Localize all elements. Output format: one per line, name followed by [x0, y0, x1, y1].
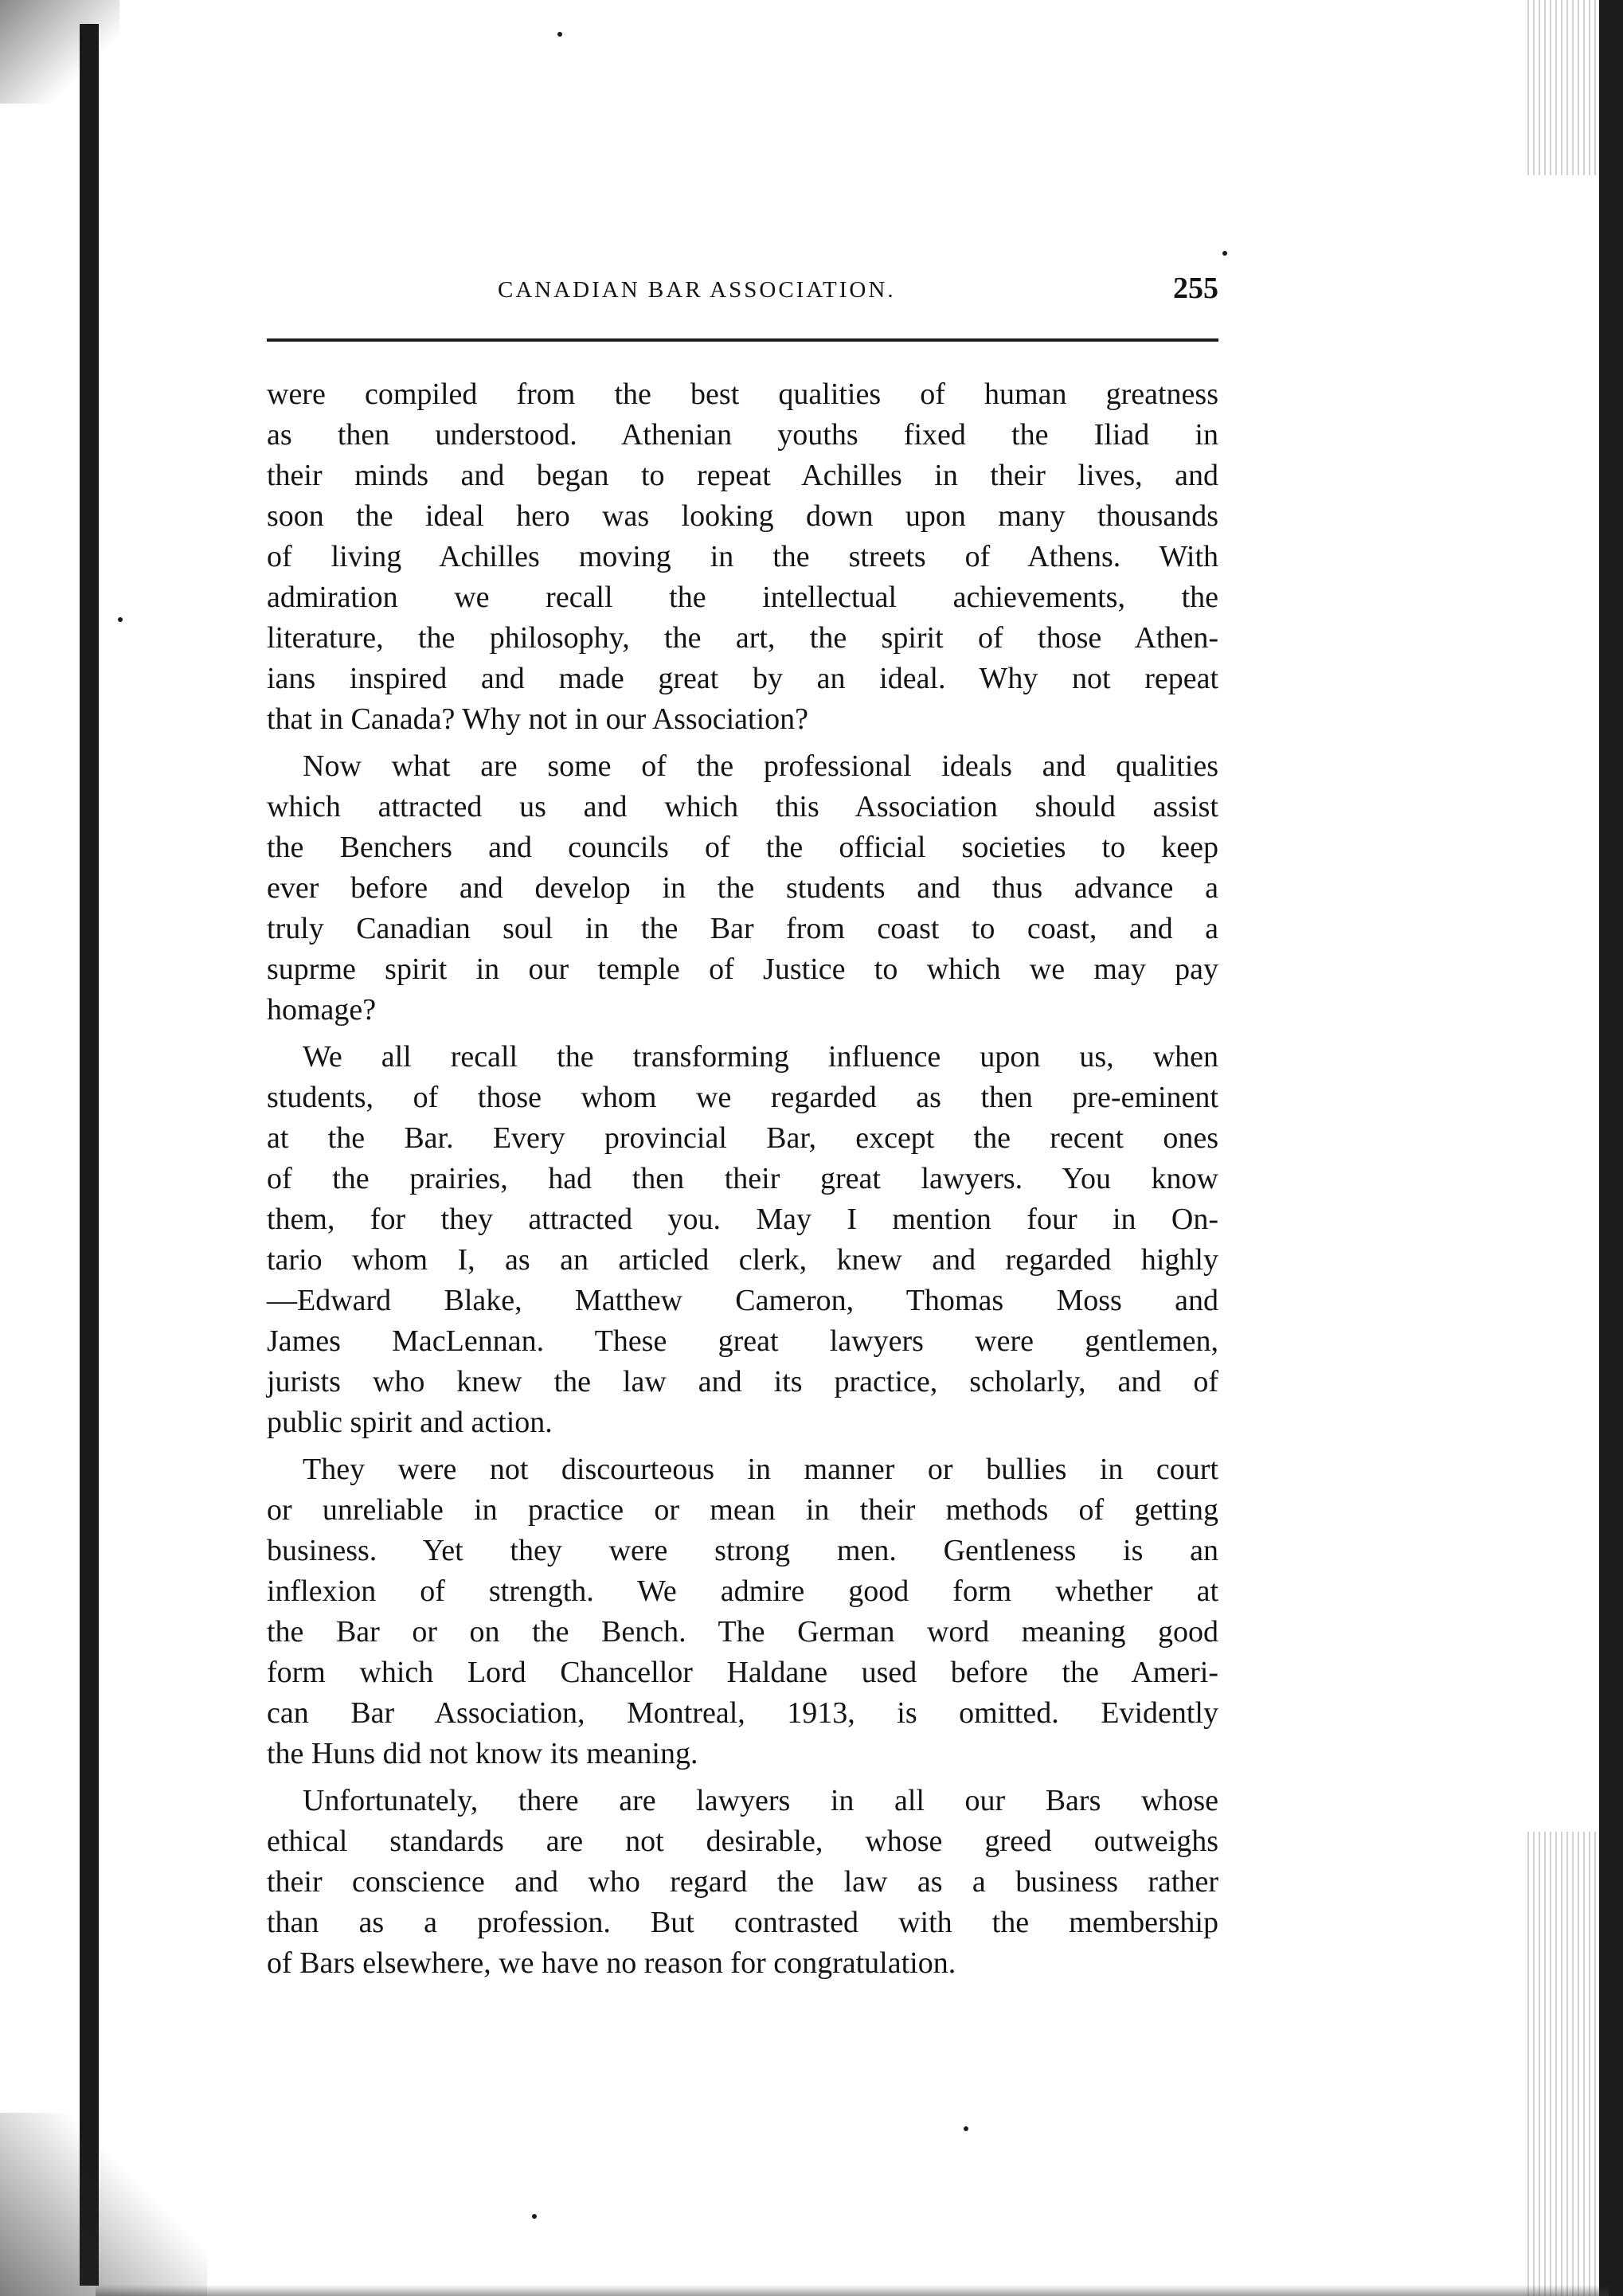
ink-speck: [1222, 251, 1227, 256]
page-number: 255: [1173, 272, 1218, 305]
ink-speck: [532, 2214, 537, 2219]
ink-speck: [964, 2126, 968, 2131]
scan-noise-top-right: [1527, 0, 1599, 175]
running-title: CANADIAN BAR ASSOCIATION.: [498, 277, 896, 303]
paragraph: [267, 746, 1218, 1031]
text-line: at the Bar. Every provincial Bar, except the recent ones: [267, 1121, 1218, 1155]
text-line: as then understood. Athenian youths fixed the Iliad in: [267, 418, 1218, 452]
text-line: which attracted us and which this Association should assist: [267, 790, 1218, 823]
text-line: that in Canada? Why not in our Association?: [267, 702, 808, 736]
text-line: ians inspired and made great by an ideal. Why not repeat: [267, 662, 1218, 695]
text-line: truly Canadian soul in the Bar from coast to coast, and a: [267, 912, 1218, 945]
text-line: James MacLennan. These great lawyers were gentlemen,: [267, 1324, 1218, 1358]
text-line: inflexion of strength. We admire good form whether at: [267, 1574, 1218, 1608]
text-line: ever before and develop in the students and thus advance a: [267, 871, 1218, 905]
scan-shadow-bottom-left: [0, 2113, 207, 2296]
text-line: We all recall the transforming influence upon us, when: [303, 1040, 1218, 1074]
text-line: the Bar or on the Bench. The German word meaning good: [267, 1615, 1218, 1649]
paragraph: [267, 374, 1218, 740]
body-text: [267, 374, 1218, 1984]
text-line: jurists who knew the law and its practice, scholarly, and of: [267, 1365, 1218, 1398]
text-line: can Bar Association, Montreal, 1913, is omitted. Evidently: [267, 1696, 1218, 1730]
text-line: ethical standards are not desirable, whose greed outweighs: [267, 1825, 1218, 1858]
text-line: Now what are some of the professional ideals and qualities: [303, 749, 1218, 783]
text-line: the Huns did not know its meaning.: [267, 1737, 698, 1770]
text-line: students, of those whom we regarded as then pre-eminent: [267, 1081, 1218, 1114]
running-header: [267, 271, 1218, 319]
text-line: the Benchers and councils of the official societies to keep: [267, 831, 1218, 864]
text-line: form which Lord Chancellor Haldane used before the Ameri-: [267, 1656, 1218, 1689]
text-line: of the prairies, had then their great lawyers. You know: [267, 1162, 1218, 1195]
paragraph: [267, 1037, 1218, 1443]
paragraph: [267, 1449, 1218, 1774]
text-line: suprme spirit in our temple of Justice to which we may pay: [267, 952, 1218, 986]
text-line: literature, the philosophy, the art, the spirit of those Athen-: [267, 621, 1218, 655]
page-edge-bottom: [96, 2285, 1609, 2296]
text-line: They were not discourteous in manner or bullies in court: [303, 1453, 1218, 1486]
header-rule: [267, 338, 1218, 342]
text-line: public spirit and action.: [267, 1406, 553, 1439]
page-edge-right: [1599, 0, 1623, 2296]
text-line: their conscience and who regard the law as a business rather: [267, 1865, 1218, 1899]
ink-speck: [118, 617, 123, 622]
text-line: —Edward Blake, Matthew Cameron, Thomas Moss and: [267, 1284, 1218, 1317]
text-line: Unfortunately, there are lawyers in all our Bars whose: [303, 1784, 1218, 1817]
binding-edge: [80, 24, 99, 2286]
paragraph: [267, 1781, 1218, 1984]
text-line: tario whom I, as an articled clerk, knew and regarded highly: [267, 1243, 1218, 1277]
text-line: business. Yet they were strong men. Gentleness is an: [267, 1534, 1218, 1567]
text-line: their minds and began to repeat Achilles in their lives, and: [267, 459, 1218, 492]
text-line: were compiled from the best qualities of human greatness: [267, 377, 1218, 411]
scan-shadow-top-left: [0, 0, 119, 104]
text-line: than as a profession. But contrasted with the membership: [267, 1906, 1218, 1939]
ink-speck: [557, 32, 562, 37]
text-line: soon the ideal hero was looking down upon many thousands: [267, 499, 1218, 533]
text-line: admiration we recall the intellectual achievements, the: [267, 581, 1218, 614]
text-line: homage?: [267, 993, 377, 1027]
text-line: or unreliable in practice or mean in their methods of getting: [267, 1493, 1218, 1527]
text-line: them, for they attracted you. May I mention four in On-: [267, 1203, 1218, 1236]
text-line: of living Achilles moving in the streets of Athens. With: [267, 540, 1218, 573]
text-line: of Bars elsewhere, we have no reason for congratulation.: [267, 1946, 956, 1980]
scan-noise-bottom-right: [1527, 1832, 1599, 2296]
